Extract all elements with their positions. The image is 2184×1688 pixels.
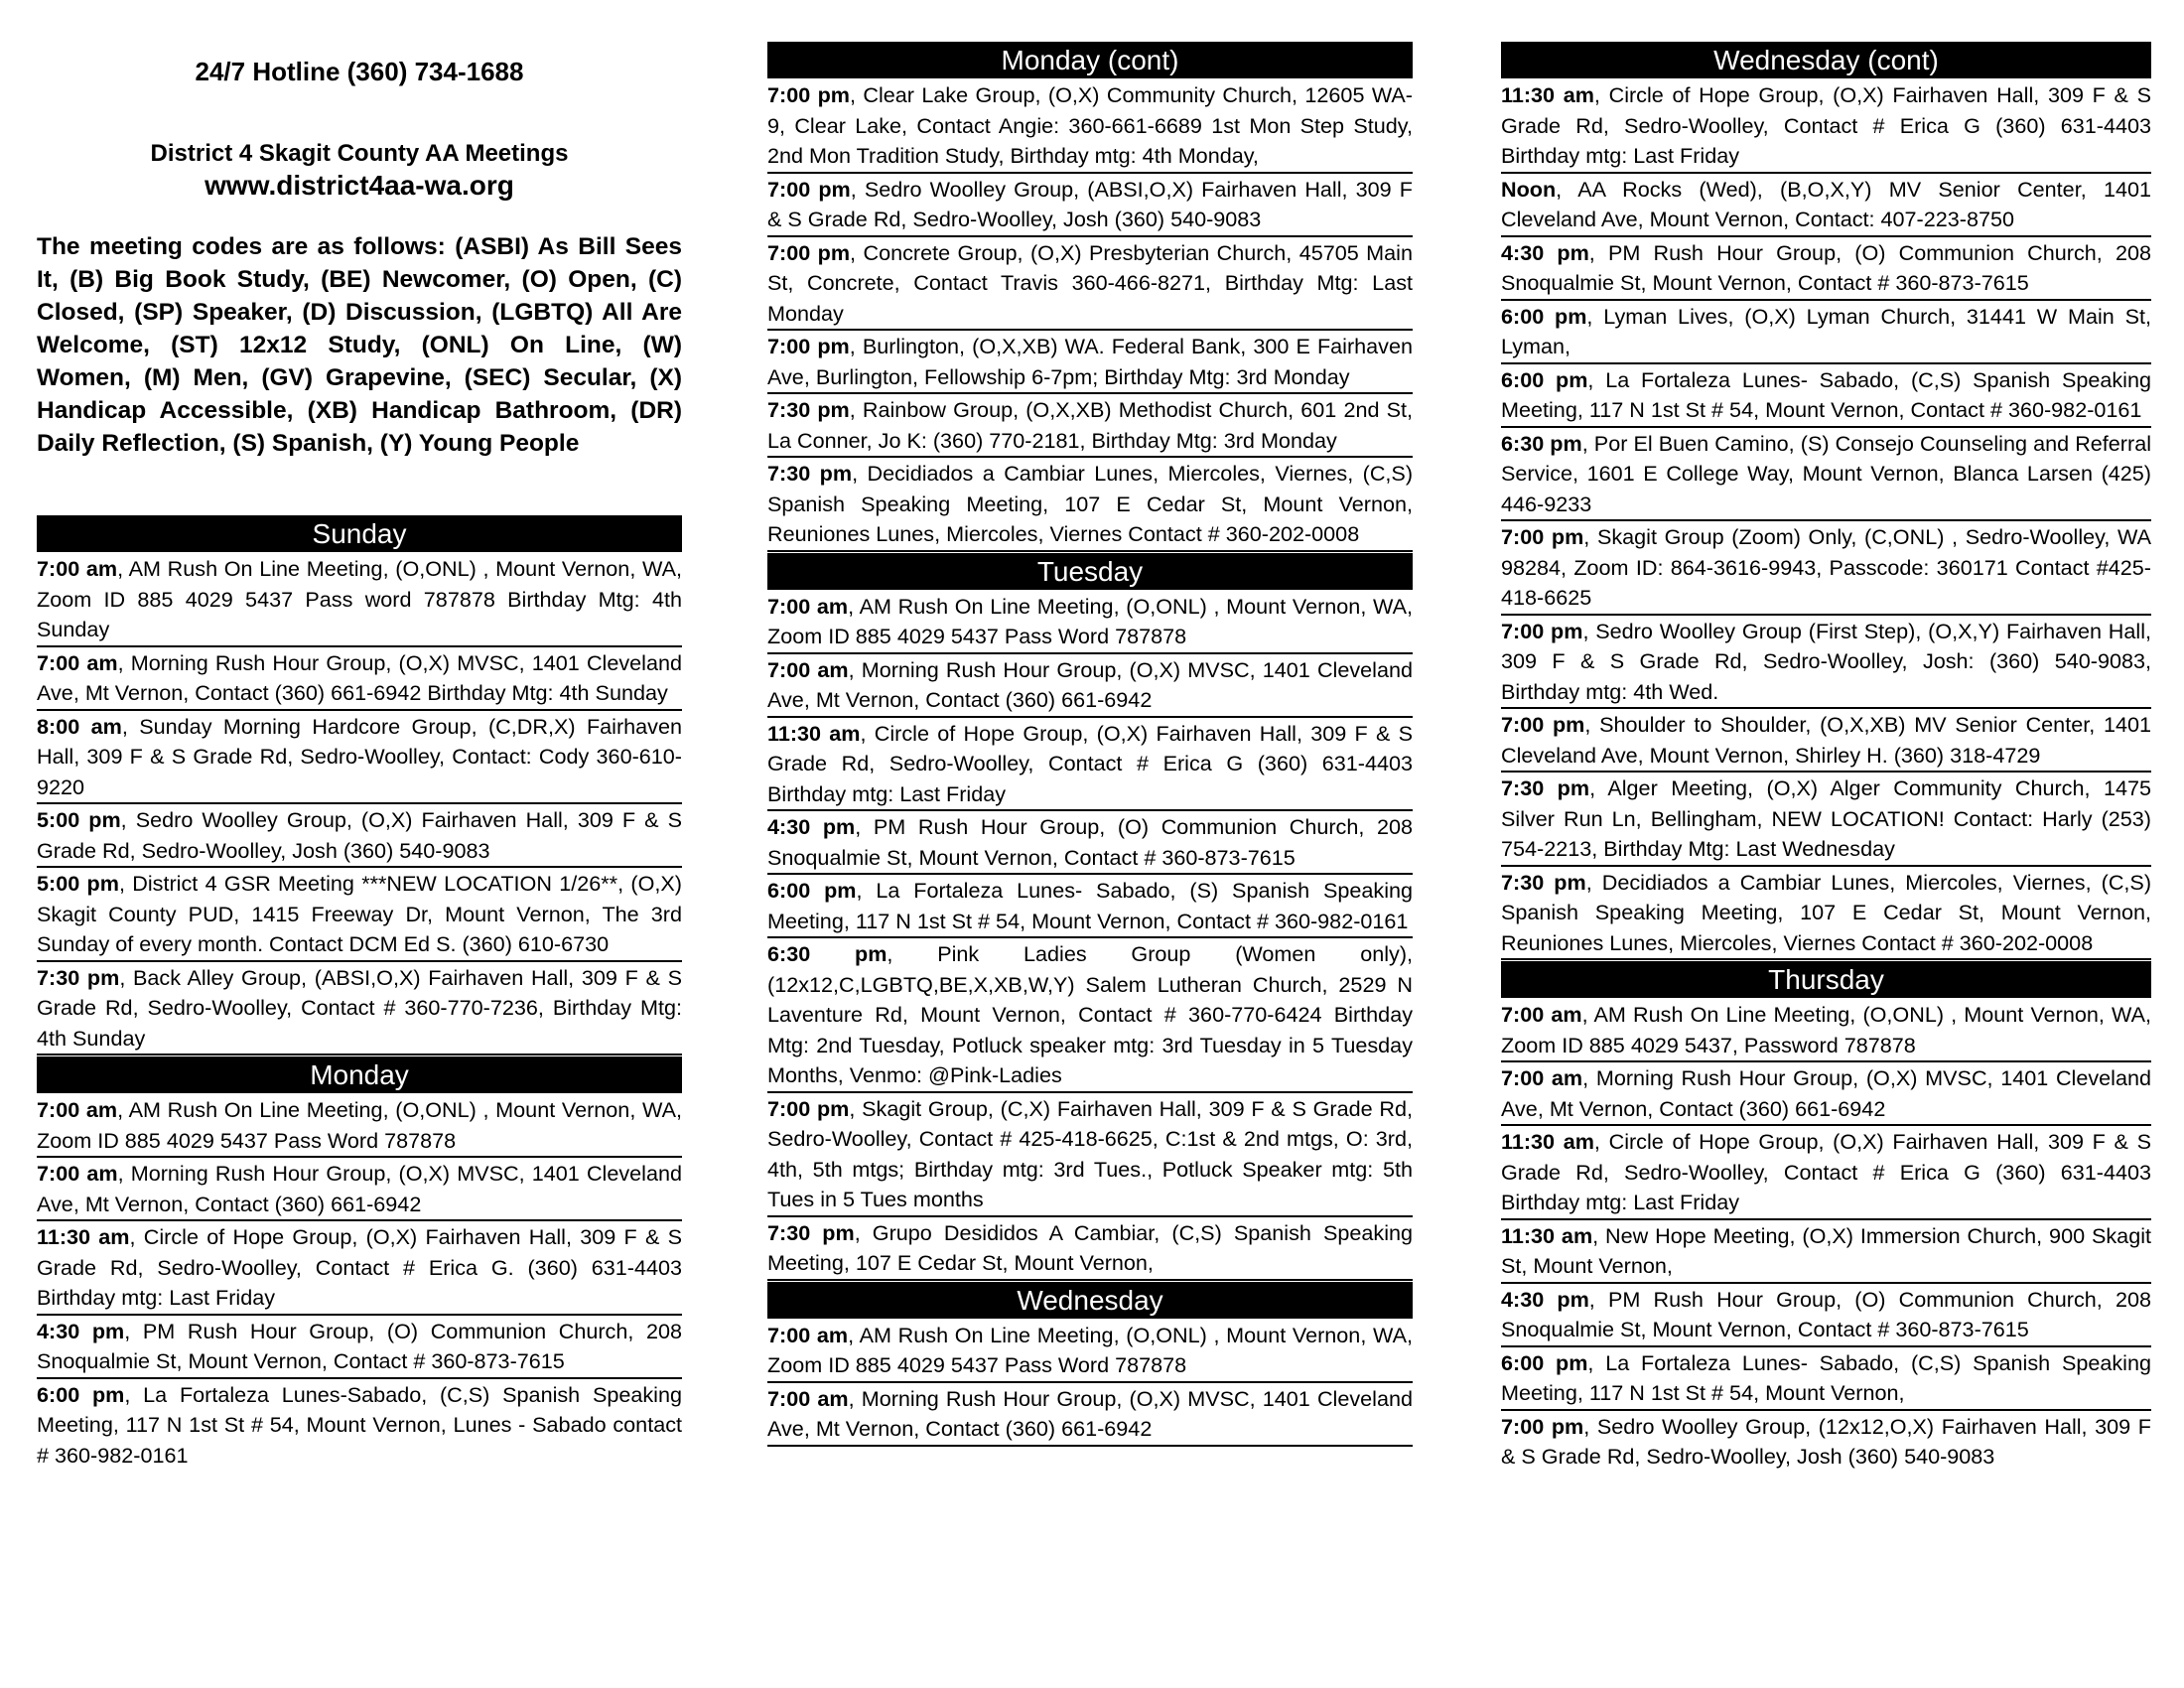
meeting-time: 7:00 pm: [767, 239, 851, 265]
meeting-details: , Circle of Hope Group, (O,X) Fairhaven Hall, 309 F & S Grade Rd, Sedro-Woolley, Contact # Erica G (360) 631-4403 Birthday mtg: Last Friday: [767, 720, 1414, 806]
meeting-entry: [1501, 1127, 2151, 1220]
meeting-entry: [1501, 617, 2151, 710]
meeting-details: , District 4 GSR Meeting ***NEW LOCATION 1/26**, (O,X) Skagit County PUD, 1415 Freeway Dr, Mount Vernon, The 3rd Sunday of every month. Contact DCM Ed S. (360) 610-6730: [37, 871, 682, 956]
meeting-time: 4:30 pm: [1501, 1286, 1589, 1312]
column-3: [1501, 42, 2151, 1474]
meeting-details: , AA Rocks (Wed), (B,O,X,Y) MV Senior Center, 1401 Cleveland Ave, Mount Vernon, Contact: 407-223-8750: [1501, 176, 2151, 231]
meeting-entry: [767, 812, 1413, 875]
meeting-entry: [1501, 1348, 2151, 1411]
meeting-details: , Skagit Group (Zoom) Only, (C,ONL) , Sedro-Woolley, WA 98284, Zoom ID: 864-3616-9943, Passcode: 360171 Contact #425-418-6625: [1501, 524, 2151, 610]
meeting-entry: [767, 1321, 1413, 1383]
section-sunday: [37, 515, 682, 1055]
meeting-entry: [767, 332, 1413, 394]
meeting-entry: [767, 1218, 1413, 1281]
meeting-time: 11:30 am: [767, 720, 861, 746]
meeting-time: 7:30 pm: [767, 1219, 855, 1245]
meeting-details: , PM Rush Hour Group, (O) Communion Church, 208 Snoqualmie St, Mount Vernon, Contact # 360-873-7615: [37, 1318, 682, 1373]
meeting-details: , La Fortaleza Lunes- Sabado, (C,S) Spanish Speaking Meeting, 117 N 1st St # 54, Mount Vernon, Contact # 360-982-0161: [1501, 366, 2152, 422]
meeting-time: 7:00 pm: [767, 82, 850, 107]
meeting-time: 11:30 am: [1501, 1222, 1593, 1248]
meeting-time: 7:00 pm: [767, 334, 850, 358]
meeting-time: 7:00 am: [37, 649, 118, 675]
meeting-entry: [1501, 1412, 2151, 1473]
meeting-details: , Morning Rush Hour Group, (O,X) MVSC, 1401 Cleveland Ave, Mt Vernon, Contact (360) 661-6942 Birthday Mtg: 4th Sunday: [37, 649, 682, 705]
meeting-details: , Back Alley Group, (ABSI,O,X) Fairhaven Hall, 309 F & S Grade Rd, Sedro-Woolley, Contact # 360-770-7236, Birthday Mtg: 4th Sunday: [37, 964, 682, 1051]
meeting-details: , Circle of Hope Group, (O,X) Fairhaven Hall, 309 F & S Grade Rd, Sedro-Woolley, Contact # Erica G (360) 631-4403 Birthday mtg: Last Friday: [1501, 1129, 2151, 1214]
meeting-details: , Rainbow Group, (O,X,XB) Methodist Church, 601 2nd St, La Conner, Jo K: (360) 770-2181, Birthday Mtg: 3rd Monday: [767, 397, 1414, 453]
meeting-time: 11:30 am: [1501, 82, 1594, 107]
meeting-time: 7:00 pm: [1501, 1413, 1584, 1439]
meeting-details: , Morning Rush Hour Group, (O,X) MVSC, 1401 Cleveland Ave, Mt Vernon, Contact (360) 661-6942: [1501, 1065, 2151, 1121]
meeting-entry: [767, 719, 1413, 812]
meeting-time: 7:30 pm: [1501, 869, 1586, 895]
meeting-time: 6:00 pm: [1501, 1349, 1588, 1375]
meeting-details: , AM Rush On Line Meeting, (O,ONL) , Mount Vernon, WA, Zoom ID 885 4029 5437, Password 787878: [1501, 1002, 2151, 1057]
meeting-entry: [1501, 175, 2151, 237]
meeting-time: 4:30 pm: [37, 1318, 125, 1343]
meeting-details: , Morning Rush Hour Group, (O,X) MVSC, 1401 Cleveland Ave, Mt Vernon, Contact (360) 661-6942: [767, 656, 1413, 712]
meeting-details: , PM Rush Hour Group, (O) Communion Church, 208 Snoqualmie St, Mount Vernon, Contact # 360-873-7615: [1501, 1286, 2151, 1341]
meeting-time: 7:00 am: [767, 1385, 849, 1411]
meeting-entry: [37, 1095, 682, 1158]
meeting-entry: [37, 1380, 682, 1472]
meeting-details: , Morning Rush Hour Group, (O,X) MVSC, 1401 Cleveland Ave, Mt Vernon, Contact (360) 661-6942: [37, 1161, 682, 1216]
meeting-time: 11:30 am: [1501, 1129, 1594, 1154]
meeting-details: , Lyman Lives, (O,X) Lyman Church, 31441 W Main St, Lyman,: [1501, 303, 2151, 358]
meeting-time: 5:00 pm: [37, 871, 119, 896]
meeting-time: 7:30 pm: [1501, 775, 1590, 800]
column-2: [767, 42, 1413, 1448]
meeting-entry: [767, 876, 1413, 938]
meeting-entry: [767, 655, 1413, 718]
meeting-details: , PM Rush Hour Group, (O) Communion Church, 208 Snoqualmie St, Mount Vernon, Contact # 360-873-7615: [1501, 239, 2151, 295]
meeting-time: 7:00 pm: [1501, 524, 1584, 549]
meeting-time: 7:00 am: [37, 556, 118, 581]
meeting-entry: [1501, 710, 2151, 773]
meeting-details: , Shoulder to Shoulder, (O,X,XB) MV Senior Center, 1401 Cleveland Ave, Mount Vernon, Shirley H. (360) 318-4729: [1501, 712, 2152, 768]
meeting-time: Noon: [1501, 176, 1557, 202]
meeting-time: 4:30 pm: [1501, 239, 1589, 265]
meeting-time: 5:00 pm: [37, 807, 121, 832]
meeting-time: 7:30 pm: [37, 964, 120, 990]
meeting-time: 4:30 pm: [767, 814, 856, 839]
meeting-entry: [37, 1222, 682, 1316]
meeting-entry: [1501, 1063, 2151, 1126]
meeting-details: , Sedro Woolley Group, (O,X) Fairhaven Hall, 309 F & S Grade Rd, Sedro-Woolley, Josh (360) 540-9083: [37, 807, 682, 863]
hotline-heading: 24/7 Hotline (360) 734-1688: [195, 57, 524, 86]
meeting-entry: [37, 805, 682, 868]
meeting-time: 6:00 pm: [37, 1381, 125, 1407]
meeting-details: , AM Rush On Line Meeting, (O,ONL) , Mount Vernon, WA, Zoom ID 885 4029 5437 Pass Word 787878: [767, 593, 1413, 648]
meeting-details: , Grupo Desididos A Cambiar, (C,S) Spanish Speaking Meeting, 107 E Cedar St, Mount Vernon,: [767, 1219, 1414, 1275]
meeting-entry: [37, 1317, 682, 1379]
meeting-entry: [767, 395, 1413, 458]
meeting-details: , Decidiados a Cambiar Lunes, Miercoles, Viernes, (C,S) Spanish Speaking Meeting, 107 E Cedar St, Mount Vernon, Reuniones Lunes, Miercoles, Viernes Contact # 360-202-0008: [767, 461, 1414, 546]
meeting-entry: [1501, 302, 2151, 364]
section-wednesday: [767, 1282, 1413, 1447]
meeting-time: 6:30 pm: [1501, 430, 1582, 456]
meeting-time: 7:00 pm: [1501, 618, 1583, 643]
meeting-details: , Skagit Group, (C,X) Fairhaven Hall, 309 F & S Grade Rd, Sedro-Woolley, Contact # 425-418-6625, C:1st & 2nd mtgs, O: 3rd, 4th, 5th mtgs; Birthday mtg: 3rd Tues., Potluck Speaker mtg: 5th Tues in 5 Tues months: [767, 1095, 1414, 1211]
meeting-entry: [1501, 522, 2151, 616]
meeting-entry: [37, 869, 682, 962]
meeting-entry: [37, 648, 682, 711]
meeting-time: 6:00 pm: [1501, 366, 1588, 392]
meeting-time: 7:00 am: [767, 1322, 849, 1347]
meeting-entry: [767, 1094, 1413, 1217]
column-1: [37, 0, 682, 1472]
meeting-time: 7:00 am: [1501, 1002, 1582, 1027]
meeting-entry: [767, 1384, 1413, 1447]
meeting-details: , Burlington, (O,X,XB) WA. Federal Bank, 300 E Fairhaven Ave, Burlington, Fellowship 6-7pm; Birthday Mtg: 3rd Monday: [767, 334, 1413, 389]
day-header: Wednesday (cont): [1501, 42, 2151, 78]
meeting-entry: [1501, 365, 2151, 428]
meeting-entry: [767, 80, 1413, 174]
meeting-details: , Decidiados a Cambiar Lunes, Miercoles, Viernes, (C,S) Spanish Speaking Meeting, 107 E Cedar St, Mount Vernon, Reuniones Lunes, Miercoles, Viernes Contact # 360-202-0008: [1501, 869, 2152, 955]
district-title: District 4 Skagit County AA Meetings: [150, 140, 569, 167]
meeting-entry: [1501, 1000, 2151, 1062]
meeting-time: 6:00 pm: [1501, 303, 1587, 329]
meeting-details: , New Hope Meeting, (O,X) Immersion Church, 900 Skagit St, Mount Vernon,: [1501, 1222, 2151, 1278]
meeting-time: 11:30 am: [37, 1224, 130, 1249]
section-monday: [37, 1056, 682, 1471]
meeting-entry: [37, 554, 682, 647]
day-header: Sunday: [37, 515, 682, 552]
meeting-time: 7:00 am: [767, 593, 849, 619]
meeting-time: 7:00 pm: [767, 176, 851, 202]
meeting-details: , Clear Lake Group, (O,X) Community Church, 12605 WA-9, Clear Lake, Contact Angie: 360-661-6689 1st Mon Step Study, 2nd Mon Tradition Study, Birthday mtg: 4th Monday,: [767, 82, 1413, 168]
section-tuesday: [767, 553, 1413, 1281]
meeting-entry: [1501, 774, 2151, 867]
meeting-details: , La Fortaleza Lunes-Sabado, (C,S) Spanish Speaking Meeting, 117 N 1st St # 54, Mount Vernon, Lunes - Sabado contact # 360-982-0161: [37, 1381, 682, 1468]
meeting-time: 8:00 am: [37, 713, 122, 739]
meeting-entry: [767, 175, 1413, 237]
day-header: Thursday: [1501, 961, 2151, 998]
meeting-entry: [37, 1159, 682, 1221]
meeting-details: , AM Rush On Line Meeting, (O,ONL) , Mount Vernon, WA, Zoom ID 885 4029 5437 Pass Word 787878: [767, 1322, 1413, 1377]
meeting-time: 7:00 pm: [767, 1095, 850, 1121]
meeting-details: , Alger Meeting, (O,X) Alger Community Church, 1475 Silver Run Ln, Bellingham, NEW LOCATION! Contact: Harly (253) 754-2213, Birthday Mtg: Last Wednesday: [1501, 775, 2151, 861]
meeting-details: , Sedro Woolley Group (First Step), (O,X,Y) Fairhaven Hall, 309 F & S Grade Rd, Sedro-Woolley, Josh: (360) 540-9083, Birthday mtg: 4th Wed.: [1501, 618, 2152, 704]
meeting-entry: [37, 712, 682, 805]
meeting-details: , La Fortaleza Lunes- Sabado, (S) Spanish Speaking Meeting, 117 N 1st St # 54, Mount Vernon, Contact # 360-982-0161: [767, 878, 1414, 933]
meeting-time: 7:00 am: [1501, 1065, 1583, 1090]
meeting-details: , Circle of Hope Group, (O,X) Fairhaven Hall, 309 F & S Grade Rd, Sedro-Woolley, Contact # Erica G. (360) 631-4403 Birthday mtg: Last Friday: [37, 1224, 683, 1310]
day-header: Wednesday: [767, 1282, 1413, 1319]
meeting-time: 7:30 pm: [767, 397, 850, 422]
meeting-time: 7:00 pm: [1501, 712, 1585, 737]
meeting-time: 6:00 pm: [767, 878, 857, 903]
meeting-codes-legend: The meeting codes are as follows: (ASBI) As Bill Sees It, (B) Big Book Study, (BE) Newcomer, (O) Open, (C) Closed, (SP) Speaker, (D) Discussion, (LGBTQ) All Are Welcome, (ST) 12x12 Study, (ONL) On Line, (W) Women, (M) Men, (GV) Grapevine, (SEC) Secular, (X) Handicap Accessible, (XB) Handicap Bathroom, (DR) Daily Reflection, (S) Spanish, (Y) Young People: [37, 233, 682, 457]
section-monday-cont: [767, 42, 1413, 552]
meeting-details: , AM Rush On Line Meeting, (O,ONL) , Mount Vernon, WA, Zoom ID 885 4029 5437 Pass word 787878 Birthday Mtg: 4th Sunday: [37, 556, 682, 641]
meeting-entry: [767, 459, 1413, 552]
meeting-details: , Morning Rush Hour Group, (O,X) MVSC, 1401 Cleveland Ave, Mt Vernon, Contact (360) 661-6942: [767, 1385, 1413, 1441]
meeting-entry: [767, 592, 1413, 654]
meeting-entry: [1501, 1221, 2151, 1284]
meeting-details: , Concrete Group, (O,X) Presbyterian Church, 45705 Main St, Concrete, Contact Travis 360-466-8271, Birthday Mtg: Last Monday: [767, 239, 1413, 326]
meeting-entry: [1501, 429, 2151, 522]
meeting-details: , Circle of Hope Group, (O,X) Fairhaven Hall, 309 F & S Grade Rd, Sedro-Woolley, Contact # Erica G (360) 631-4403 Birthday mtg: Last Friday: [1501, 82, 2151, 168]
meeting-details: , La Fortaleza Lunes- Sabado, (C,S) Spanish Speaking Meeting, 117 N 1st St # 54, Mount Vernon,: [1501, 1349, 2152, 1405]
meeting-details: , PM Rush Hour Group, (O) Communion Church, 208 Snoqualmie St, Mount Vernon, Contact # 360-873-7615: [767, 814, 1413, 870]
meeting-time: 7:00 am: [767, 656, 849, 682]
meeting-time: 7:00 am: [37, 1097, 118, 1122]
meeting-entry: [1501, 80, 2151, 174]
section-wednesday-cont: [1501, 42, 2151, 960]
meeting-entry: [1501, 868, 2151, 961]
meeting-time: 6:30 pm: [767, 941, 887, 966]
meeting-entry: [1501, 238, 2151, 301]
website-link[interactable]: www.district4aa-wa.org: [205, 170, 514, 201]
meeting-details: , Pink Ladies Group (Women only), (12x12,C,LGBTQ,BE,X,XB,W,Y) Salem Lutheran Church, 2529 N Laventure Rd, Mount Vernon, Contact # 360-770-6424 Birthday Mtg: 2nd Tuesday, Potluck speaker mtg: 3rd Tuesday in 5 Tuesday Months, Venmo: @Pink-Ladies: [767, 941, 1414, 1087]
meeting-entry: [37, 963, 682, 1056]
day-header: Monday: [37, 1056, 682, 1093]
day-header: Monday (cont): [767, 42, 1413, 78]
section-thursday: [1501, 961, 2151, 1473]
day-header: Tuesday: [767, 553, 1413, 590]
meeting-time: 7:30 pm: [767, 461, 853, 486]
meeting-entry: [767, 238, 1413, 332]
meeting-entry: [1501, 1285, 2151, 1347]
meeting-details: , Sunday Morning Hardcore Group, (C,DR,X) Fairhaven Hall, 309 F & S Grade Rd, Sedro-Woolley, Contact: Cody 360-610-9220: [37, 713, 682, 799]
meeting-entry: [767, 939, 1413, 1093]
meeting-details: , Sedro Woolley Group, (ABSI,O,X) Fairhaven Hall, 309 F & S Grade Rd, Sedro-Woolley, Josh (360) 540-9083: [767, 176, 1413, 231]
meeting-details: , Por El Buen Camino, (S) Consejo Counseling and Referral Service, 1601 E College Way, Mount Vernon, Blanca Larsen (425) 446-9233: [1501, 430, 2151, 516]
meeting-time: 7:00 am: [37, 1161, 118, 1186]
meeting-details: , Sedro Woolley Group, (12x12,O,X) Fairhaven Hall, 309 F & S Grade Rd, Sedro-Woolley, Josh (360) 540-9083: [1501, 1413, 2151, 1469]
meeting-details: , AM Rush On Line Meeting, (O,ONL) , Mount Vernon, WA, Zoom ID 885 4029 5437 Pass Word 787878: [37, 1097, 682, 1153]
